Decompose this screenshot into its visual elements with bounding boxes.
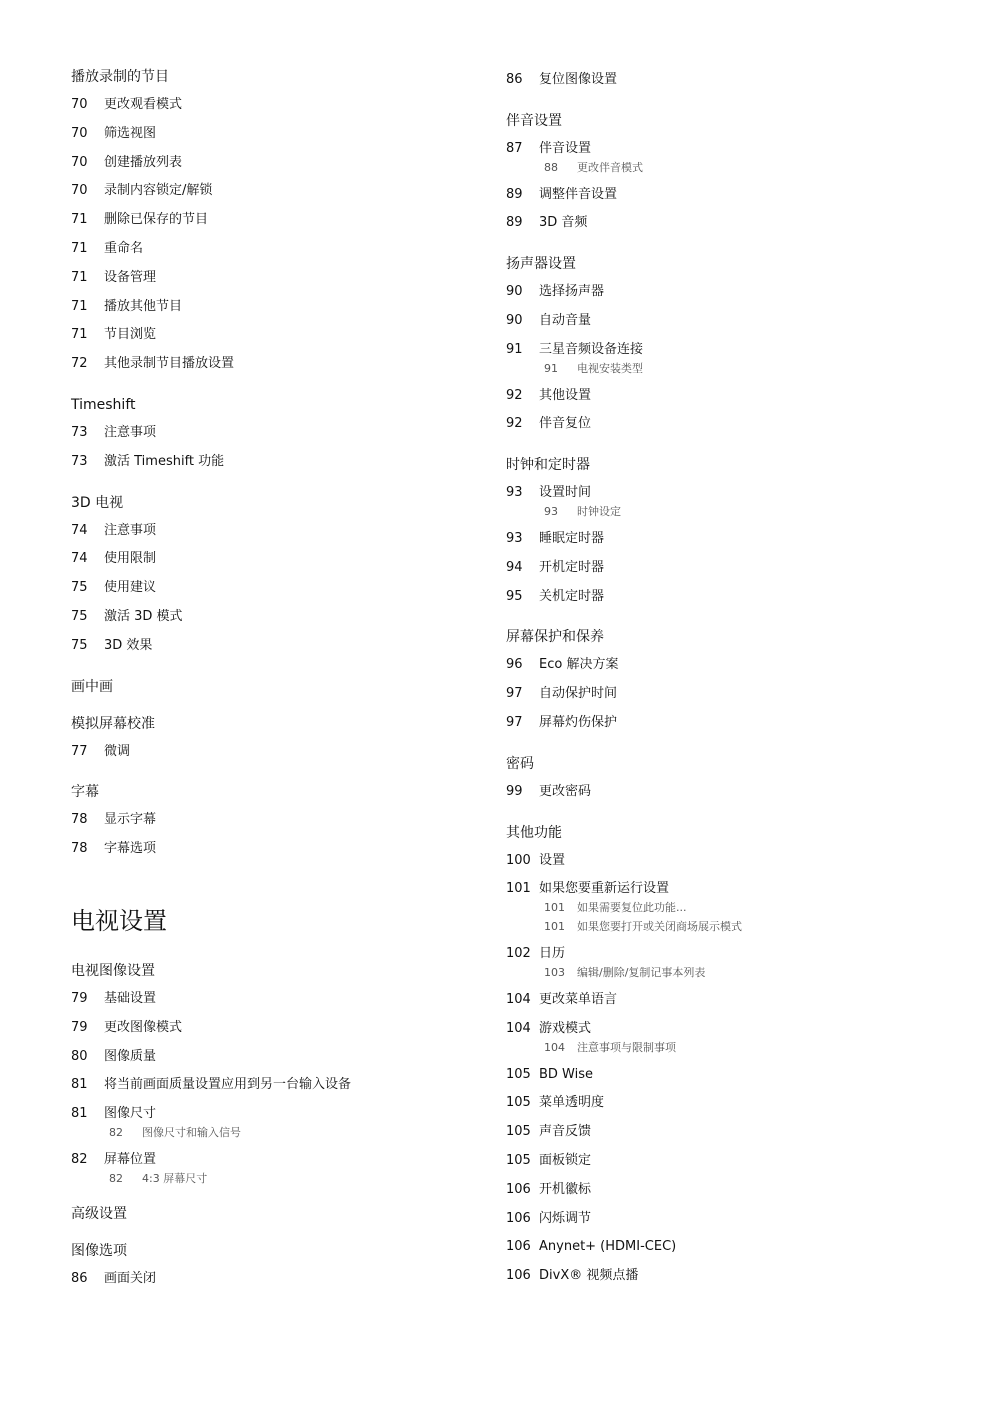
subentry-label: 如果您要打开或关闭商场展示模式 xyxy=(577,920,742,934)
entry-label: 关机定时器 xyxy=(539,588,605,604)
entry-label: 创建播放列表 xyxy=(104,154,183,170)
toc-entry[interactable] xyxy=(71,835,471,864)
toc-left-column xyxy=(71,66,471,1309)
toc-section xyxy=(506,110,976,238)
entry-label: 菜单透明度 xyxy=(539,1095,605,1111)
toc-section xyxy=(71,781,471,864)
toc-entry[interactable] xyxy=(71,419,471,448)
toc-subentry[interactable] xyxy=(71,1123,471,1142)
entry-label: 图像质量 xyxy=(104,1048,157,1064)
page-number: 97 xyxy=(506,686,523,702)
toc-entry[interactable] xyxy=(506,986,976,1015)
section-heading[interactable]: 字幕 xyxy=(71,784,99,801)
toc-entry[interactable] xyxy=(71,235,471,264)
toc-entry[interactable] xyxy=(71,545,471,574)
toc-entry[interactable] xyxy=(71,91,471,120)
toc-entry[interactable] xyxy=(506,1061,976,1090)
page-number: 70 xyxy=(71,125,88,141)
page-number: 73 xyxy=(71,424,88,440)
subentry-page-number: 101 xyxy=(544,920,565,934)
entry-label: 伴音设置 xyxy=(539,140,592,156)
toc-sections-part-a xyxy=(71,66,471,864)
entry-label: 日历 xyxy=(539,946,566,962)
toc-sections-right xyxy=(506,66,976,1291)
entry-label: 更改图像模式 xyxy=(104,1019,183,1035)
toc-entry[interactable] xyxy=(71,293,471,322)
page-number: 99 xyxy=(506,783,523,799)
entry-label: 自动保护时间 xyxy=(539,686,618,702)
page-number: 70 xyxy=(71,183,88,199)
entry-label: 画面关闭 xyxy=(104,1270,157,1286)
toc-entry[interactable] xyxy=(506,554,976,583)
section-heading[interactable]: 时钟和定时器 xyxy=(506,457,590,474)
subentry-page-number: 82 xyxy=(109,1171,123,1185)
page-number: 81 xyxy=(71,1106,88,1122)
page-number: 92 xyxy=(506,416,523,432)
page-number: 87 xyxy=(506,140,523,156)
page-number: 75 xyxy=(71,637,88,653)
entry-label: 屏幕灼伤保护 xyxy=(539,714,618,730)
section-heading[interactable]: 图像选项 xyxy=(71,1242,127,1259)
page-number: 71 xyxy=(71,212,88,228)
toc-subentry[interactable] xyxy=(506,359,976,378)
entry-label: 调整伴音设置 xyxy=(539,186,618,202)
entry-label: 删除已保存的节目 xyxy=(104,212,209,228)
toc-entry[interactable] xyxy=(71,632,471,661)
toc-section xyxy=(71,1203,471,1225)
toc-subentry[interactable] xyxy=(71,1169,471,1188)
toc-entry[interactable] xyxy=(71,985,471,1014)
toc-entry[interactable] xyxy=(506,1089,976,1118)
entry-label: 设置 xyxy=(539,852,566,868)
toc-entry[interactable] xyxy=(506,1233,976,1262)
entry-label: 游戏模式 xyxy=(539,1020,592,1036)
toc-entry[interactable] xyxy=(71,738,471,767)
toc-entry[interactable] xyxy=(506,1176,976,1205)
entry-label: 显示字幕 xyxy=(104,812,157,828)
page-number: 90 xyxy=(506,284,523,300)
entry-label: 其他设置 xyxy=(539,387,592,403)
subentry-label: 更改伴音模式 xyxy=(577,160,643,174)
page-number: 79 xyxy=(71,1019,88,1035)
section-heading[interactable]: 3D 电视 xyxy=(71,494,124,511)
page-number: 93 xyxy=(506,530,523,546)
page-number: 100 xyxy=(506,852,531,868)
subentry-page-number: 91 xyxy=(544,361,558,375)
section-heading[interactable]: 屏幕保护和保养 xyxy=(506,629,604,646)
toc-section xyxy=(71,676,471,698)
page-number: 82 xyxy=(71,1151,88,1167)
toc-sections-part-b xyxy=(71,960,471,1294)
toc-entry[interactable] xyxy=(506,583,976,612)
entry-label: 使用限制 xyxy=(104,551,157,567)
page-number: 97 xyxy=(506,714,523,730)
entry-label: 更改密码 xyxy=(539,783,592,799)
entry-label: 激活 Timeshift 功能 xyxy=(104,453,225,469)
toc-entry[interactable] xyxy=(71,603,471,632)
subentry-page-number: 93 xyxy=(544,504,558,518)
toc-entry[interactable] xyxy=(71,806,471,835)
page-number: 96 xyxy=(506,657,523,673)
toc-entry[interactable] xyxy=(506,709,976,738)
page-number: 106 xyxy=(506,1181,531,1197)
entry-label: 更改观看模式 xyxy=(104,97,183,112)
entry-label: BD Wise xyxy=(539,1066,594,1082)
subentry-page-number: 101 xyxy=(544,901,565,915)
chapter-title: 电视设置 xyxy=(71,906,167,935)
section-heading[interactable]: Timeshift xyxy=(71,396,136,413)
toc-right-column xyxy=(506,66,976,1306)
section-heading[interactable]: 画中画 xyxy=(71,678,113,695)
toc-entry[interactable] xyxy=(506,680,976,709)
page-number: 105 xyxy=(506,1124,531,1140)
page-number: 79 xyxy=(71,990,88,1006)
subentry-page-number: 103 xyxy=(544,965,565,979)
entry-label: 节目浏览 xyxy=(104,327,157,343)
page-number: 80 xyxy=(71,1048,88,1064)
entry-label: 将当前画面质量设置应用到另一台输入设备 xyxy=(104,1077,352,1093)
toc-entry[interactable] xyxy=(71,1043,471,1072)
entry-label: 使用建议 xyxy=(104,580,157,596)
section-heading[interactable]: 模拟屏幕校准 xyxy=(71,715,155,732)
toc-section xyxy=(506,454,976,611)
section-heading[interactable]: 播放录制的节目 xyxy=(71,69,169,85)
toc-subentry[interactable] xyxy=(506,1038,976,1057)
entry-label: 设置时间 xyxy=(539,485,592,501)
page-number: 92 xyxy=(506,387,523,403)
entry-label: 开机徽标 xyxy=(539,1181,592,1197)
toc-entry[interactable] xyxy=(506,1205,976,1234)
toc-entry[interactable] xyxy=(506,847,976,876)
toc-entry[interactable] xyxy=(71,1014,471,1043)
page-number: 70 xyxy=(71,154,88,170)
entry-label: 字幕选项 xyxy=(104,841,157,857)
entry-label: 3D 效果 xyxy=(104,637,153,653)
page-number: 105 xyxy=(506,1066,531,1082)
toc-subentry[interactable] xyxy=(506,963,976,982)
entry-label: 其他录制节目播放设置 xyxy=(104,356,235,372)
section-heading[interactable]: 扬声器设置 xyxy=(506,256,576,273)
toc-entry[interactable] xyxy=(71,448,471,477)
page-number: 89 xyxy=(506,186,523,202)
toc-entry[interactable] xyxy=(506,209,976,238)
section-heading[interactable]: 高级设置 xyxy=(71,1205,127,1222)
page-number: 89 xyxy=(506,215,523,231)
subentry-label: 图像尺寸和输入信号 xyxy=(142,1125,241,1139)
toc-section xyxy=(506,253,976,439)
subentry-page-number: 82 xyxy=(109,1125,123,1139)
page-number: 104 xyxy=(506,1020,531,1036)
page-number: 71 xyxy=(71,298,88,314)
section-heading[interactable]: 其他功能 xyxy=(506,824,562,841)
subentry-label: 时钟设定 xyxy=(577,504,621,518)
entry-label: 伴音复位 xyxy=(539,416,592,432)
page-number: 95 xyxy=(506,588,523,604)
toc-section xyxy=(506,822,976,1291)
toc-section xyxy=(71,1240,471,1294)
entry-label: 注意事项 xyxy=(104,424,157,440)
toc-entry[interactable] xyxy=(71,149,471,178)
toc-entry[interactable] xyxy=(506,778,976,807)
page-number: 72 xyxy=(71,356,88,372)
entry-label: 更改菜单语言 xyxy=(539,991,618,1007)
page-number: 73 xyxy=(71,453,88,469)
page-number: 78 xyxy=(71,812,88,828)
toc-entry[interactable] xyxy=(71,517,471,546)
section-heading[interactable]: 密码 xyxy=(506,755,534,772)
page-number: 71 xyxy=(71,240,88,256)
subentry-label: 4:3 屏幕尺寸 xyxy=(142,1171,208,1185)
page-number: 104 xyxy=(506,991,531,1007)
page-number: 101 xyxy=(506,881,531,897)
toc-entry[interactable] xyxy=(506,651,976,680)
entry-label: 声音反馈 xyxy=(539,1124,592,1140)
toc-section xyxy=(71,960,471,1188)
toc-section xyxy=(71,66,471,379)
toc-entry[interactable] xyxy=(71,177,471,206)
subentry-label: 如果需要复位此功能... xyxy=(577,901,687,915)
page-number: 71 xyxy=(71,327,88,343)
page-number: 91 xyxy=(506,341,523,357)
toc-entry[interactable] xyxy=(71,264,471,293)
toc-entry[interactable] xyxy=(506,525,976,554)
entry-label: 重命名 xyxy=(104,240,144,256)
page-number: 81 xyxy=(71,1077,88,1093)
page-number: 74 xyxy=(71,551,88,567)
entry-label: 三星音频设备连接 xyxy=(539,341,644,357)
toc-subentry[interactable] xyxy=(506,917,976,936)
page-number: 74 xyxy=(71,522,88,538)
page-number: 77 xyxy=(71,743,88,759)
entry-label: 图像尺寸 xyxy=(104,1106,157,1122)
entry-label: 睡眠定时器 xyxy=(539,530,605,546)
entry-label: 自动音量 xyxy=(539,312,592,328)
toc-section xyxy=(71,492,471,661)
toc-section xyxy=(71,713,471,767)
toc-section xyxy=(71,394,471,477)
entry-label: 闪烁调节 xyxy=(539,1210,592,1226)
page-number: 75 xyxy=(71,580,88,596)
toc-entry[interactable] xyxy=(71,206,471,235)
toc-entry[interactable] xyxy=(506,410,976,439)
page-number: 75 xyxy=(71,608,88,624)
entry-label: 设备管理 xyxy=(104,269,157,285)
toc-section xyxy=(506,626,976,737)
subentry-label: 编辑/删除/复制记事本列表 xyxy=(577,965,706,979)
toc-section xyxy=(506,753,976,807)
toc-entry[interactable] xyxy=(71,574,471,603)
entry-label: 录制内容锁定/解锁 xyxy=(104,183,213,199)
toc-entry[interactable] xyxy=(71,1265,471,1294)
toc-subentry[interactable] xyxy=(506,898,976,917)
toc-subentry[interactable] xyxy=(506,502,976,521)
entry-label: 微调 xyxy=(104,743,131,759)
entry-label: 如果您要重新运行设置 xyxy=(539,881,670,897)
toc-entry[interactable] xyxy=(71,350,471,379)
page-number: 93 xyxy=(506,485,523,501)
entry-label: 面板锁定 xyxy=(539,1152,592,1168)
entry-label: Anynet+ (HDMI-CEC) xyxy=(539,1239,677,1255)
entry-label: Eco 解决方案 xyxy=(539,657,619,673)
page-number: 78 xyxy=(71,841,88,857)
toc-entry[interactable] xyxy=(71,1071,471,1100)
entry-label: 激活 3D 模式 xyxy=(104,608,183,624)
page-number: 106 xyxy=(506,1268,531,1284)
entry-label: 播放其他节目 xyxy=(104,298,183,314)
page-number: 102 xyxy=(506,946,531,962)
page-number: 106 xyxy=(506,1239,531,1255)
toc-entry[interactable] xyxy=(506,1262,976,1291)
page-number: 106 xyxy=(506,1210,531,1226)
toc-entry[interactable] xyxy=(506,66,976,95)
toc-entry[interactable] xyxy=(506,181,976,210)
section-heading[interactable]: 伴音设置 xyxy=(506,112,562,129)
entry-label: 基础设置 xyxy=(104,990,157,1006)
entry-label: 复位图像设置 xyxy=(539,72,618,87)
entry-label: 开机定时器 xyxy=(539,559,605,575)
toc-entry[interactable] xyxy=(506,307,976,336)
toc-entry[interactable] xyxy=(506,1147,976,1176)
page-number: 94 xyxy=(506,559,523,575)
entry-label: 选择扬声器 xyxy=(539,284,605,300)
section-heading[interactable]: 电视图像设置 xyxy=(71,962,155,979)
subentry-label: 注意事项与限制事项 xyxy=(577,1040,676,1054)
toc-entry[interactable] xyxy=(506,1118,976,1147)
subentry-page-number: 88 xyxy=(544,160,558,174)
page-number: 70 xyxy=(71,97,88,112)
entry-label: 注意事项 xyxy=(104,522,157,538)
page-number: 105 xyxy=(506,1095,531,1111)
subentry-page-number: 104 xyxy=(544,1040,565,1054)
entry-label: 3D 音频 xyxy=(539,215,588,231)
page-number: 71 xyxy=(71,269,88,285)
subentry-label: 电视安装类型 xyxy=(577,361,643,375)
toc-subentry[interactable] xyxy=(506,158,976,177)
toc-entry[interactable] xyxy=(71,120,471,149)
page-number: 90 xyxy=(506,312,523,328)
entry-label: 筛选视图 xyxy=(104,125,157,141)
entry-label: 屏幕位置 xyxy=(104,1151,157,1167)
toc-entry[interactable] xyxy=(506,382,976,411)
page-number: 105 xyxy=(506,1152,531,1168)
toc-section xyxy=(506,66,976,95)
toc-entry[interactable] xyxy=(71,321,471,350)
page-number: 86 xyxy=(506,72,523,87)
toc-entry[interactable] xyxy=(506,278,976,307)
entry-label: DivX® 视频点播 xyxy=(539,1268,639,1284)
page-number: 86 xyxy=(71,1270,88,1286)
